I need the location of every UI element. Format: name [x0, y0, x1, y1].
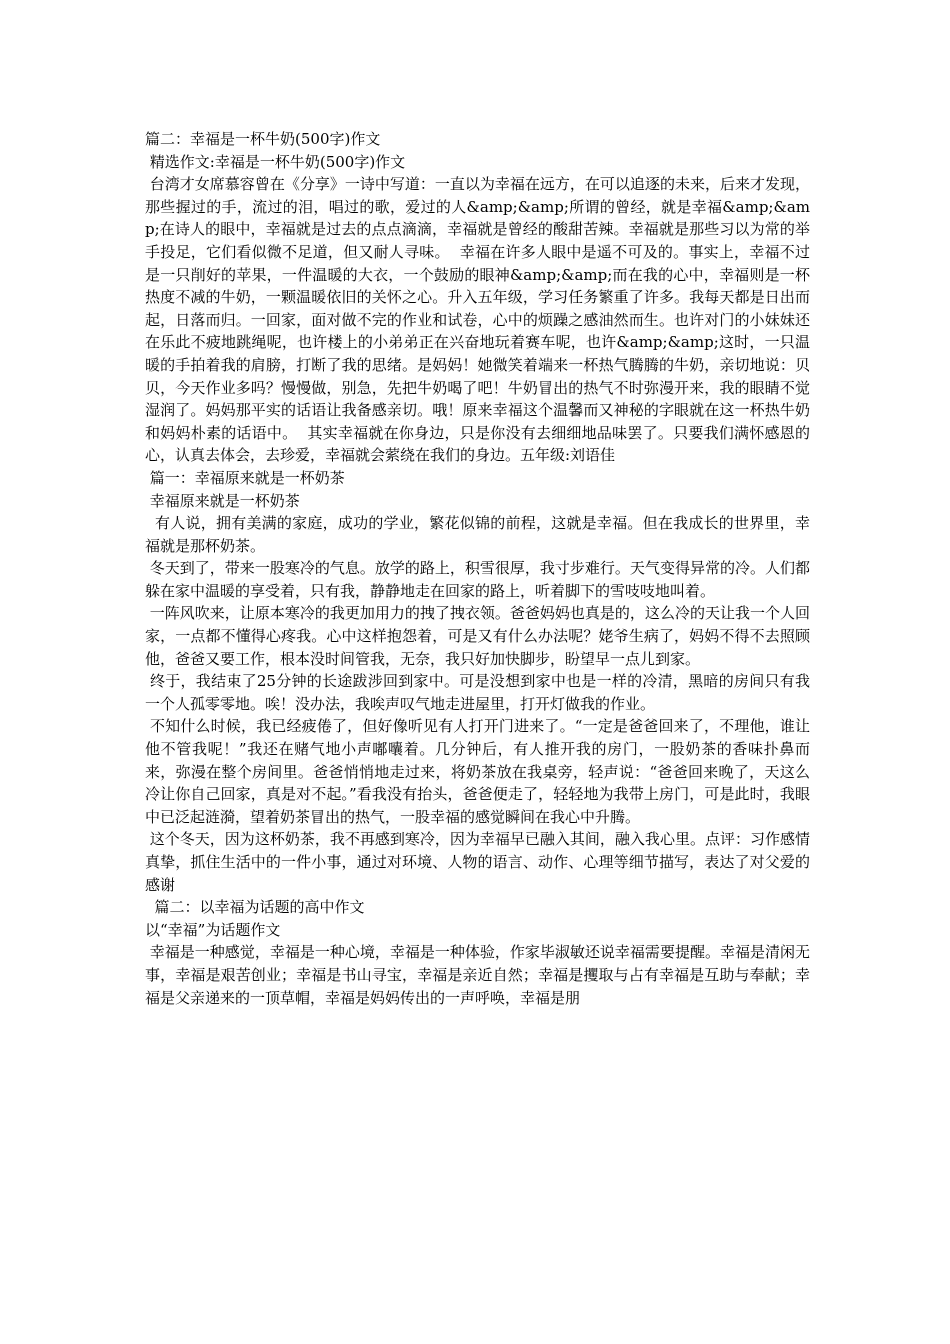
- paragraph: 终于，我结束了25分钟的长途跋涉回到家中。可是没想到家中也是一样的冷清，黑暗的房间只有我一个人孤零零地。唉！没办法，我唉声叹气地走进屋里，打开灯做我的作业。: [145, 672, 810, 713]
- paragraph: 一阵风吹来，让原本寒冷的我更加用力的拽了拽衣领。爸爸妈妈也真是的，这么冷的天让我一个人回家，一点都不懂得心疼我。心中这样抱怨着，可是又有什么办法呢？姥爷生病了，妈妈不得不去照顾他，爸爸又要工作，根本没时间管我，无奈，我只好加快脚步，盼望早一点儿到家。: [145, 604, 810, 668]
- subheading-selected-essay: 精选作文:幸福是一杯牛奶(500字)作文: [145, 152, 406, 171]
- document-body: [145, 128, 810, 1009]
- paragraph: 有人说，拥有美满的家庭，成功的学业，繁花似锦的前程，这就是幸福。但在我成长的世界里，幸福就是那杯奶茶。: [145, 514, 810, 555]
- paragraph: 不知什么时候，我已经疲倦了，但好像听见有人打开门进来了。“一定是爸爸回来了，不理他，谁让他不管我呢！”我还在赌气地小声嘟囔着。几分钟后，有人推开我的房门，一股奶茶的香味扑鼻而来，弥漫在整个房间里。爸爸悄悄地走过来，将奶茶放在我桌旁，轻声说：“爸爸回来晚了，天这么冷让你自己回家，真是对不起。”看我没有抬头，爸爸便走了，轻轻地为我带上房门，可是此时，我眼中已泛起涟漪，望着奶茶冒出的热气，一股幸福的感觉瞬间在我心中升腾。: [145, 717, 810, 826]
- subheading-milk-tea: 幸福原来就是一杯奶茶: [145, 491, 300, 510]
- subheading-happiness-topic: 以“幸福”为话题作文: [145, 920, 281, 939]
- paragraph-comment: 这个冬天，因为这杯奶茶，我不再感到寒冷，因为幸福早已融入其间，融入我心里。点评：习作感情真挚，抓住生活中的一件小事，通过对环境、人物的语言、动作、心理等细节描写，表达了对父爱的感谢: [145, 830, 810, 894]
- paragraph: 幸福是一种感觉，幸福是一种心境，幸福是一种体验，作家毕淑敏还说幸福需要提醒。幸福是清闲无事，幸福是艰苦创业；幸福是书山寻宝，幸福是亲近自然；幸福是攫取与占有幸福是互助与奉献；幸福是父亲递来的一顶草帽，幸福是妈妈传出的一声呼唤，幸福是朋: [145, 943, 810, 1007]
- paragraph-milk-essay: 台湾才女席慕容曾在《分享》一诗中写道：一直以为幸福在远方，在可以追逐的未来，后来才发现，那些握过的手，流过的泪，唱过的歌，爱过的人&amp;&amp;所谓的曾经，就是幸福&amp;&amp;在诗人的眼中，幸福就是过去的点点滴滴，幸福就是曾经的酸甜苦辣。幸福就是那些习以为常的举手投足，它们看似微不足道，但又耐人寻味。 幸福在许多人眼中是遥不可及的。事实上，幸福不过是一只削好的苹果，一件温暖的大衣，一个鼓励的眼神&amp;&amp;而在我的心中，幸福则是一杯热度不减的牛奶，一颗温暖依旧的关怀之心。升入五年级，学习任务繁重了许多。我每天都是日出而起，日落而归。一回家，面对做不完的作业和试卷，心中的烦躁之感油然而生。也许对门的小妹妹还在乐此不疲地跳绳呢，也许楼上的小弟弟正在兴奋地玩着赛车呢，也许&amp;&amp;这时，一只温暖的手拍着我的肩膀，打断了我的思绪。是妈妈！她微笑着端来一杯热气腾腾的牛奶，亲切地说：贝贝，今天作业多吗？慢慢做，别急，先把牛奶喝了吧！牛奶冒出的热气不时弥漫开来，我的眼睛不觉湿润了。妈妈那平实的话语让我备感亲切。哦！原来幸福这个温馨而又神秘的字眼就在这一杯热牛奶和妈妈朴素的话语中。 其实幸福就在你身边，只是你没有去细细地品味罢了。只要我们满怀感恩的心，认真去体会，去珍爱，幸福就会萦绕在我们的身边。五年级:刘语佳: [145, 175, 810, 465]
- paragraph: 冬天到了，带来一股寒冷的气息。放学的路上，积雪很厚，我寸步难行。天气变得异常的冷。人们都躲在家中温暖的享受着，只有我，静静地走在回家的路上，听着脚下的雪吱吱地叫着。: [145, 559, 810, 600]
- heading-article-1: 篇一：幸福原来就是一杯奶茶: [145, 468, 345, 487]
- heading-article-2: 篇二：幸福是一杯牛奶(500字)作文: [145, 130, 381, 148]
- heading-article-2-highschool: 篇二：以幸福为话题的高中作文: [145, 898, 365, 917]
